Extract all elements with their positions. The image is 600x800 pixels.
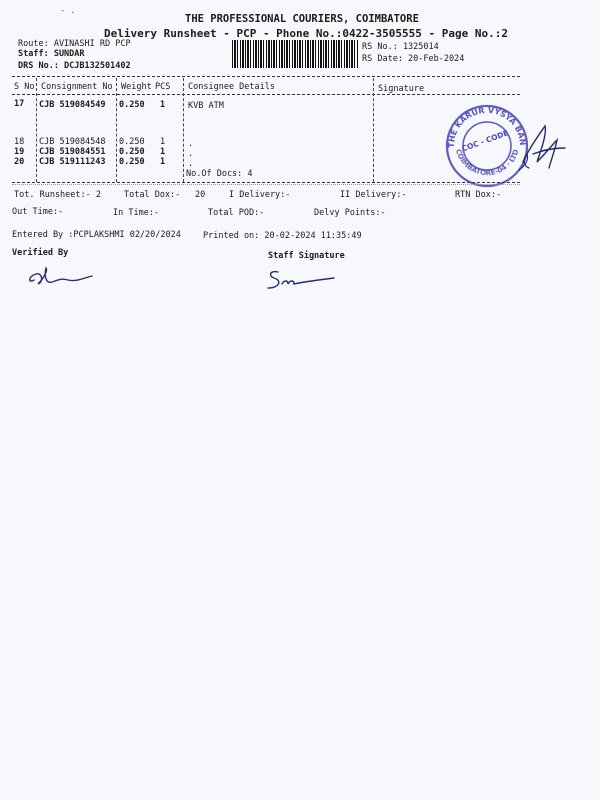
rs-date: RS Date: 20-Feb-2024 xyxy=(362,54,465,64)
table-top-rule xyxy=(12,76,520,77)
col-header-consignee: Consignee Details xyxy=(188,82,275,92)
table-header-rule xyxy=(12,94,520,95)
i-delivery-label: I Delivery:- xyxy=(229,190,291,200)
row-consignee: . xyxy=(188,139,194,149)
totals-rule xyxy=(12,184,520,185)
row-consignment: CJB 519084549 xyxy=(39,100,106,110)
total-dox-label: Total Dox:- xyxy=(124,190,181,200)
col-divider xyxy=(183,78,184,182)
docs-count: No.Of Docs: 4 xyxy=(186,169,253,179)
row-weight: 0.250 xyxy=(119,157,145,167)
col-header-sno: S No xyxy=(14,82,35,92)
drs-number: DRS No.: DCJB132501402 xyxy=(18,61,131,71)
recipient-signature xyxy=(515,118,575,178)
staff-signature-label: Staff Signature xyxy=(268,251,345,261)
total-dox-value: 20 xyxy=(195,190,206,200)
rs-number: RS No.: 1325014 xyxy=(362,42,439,52)
row-pcs: 1 xyxy=(160,157,166,167)
row-consignee: . xyxy=(188,159,194,169)
row-sno: 20 xyxy=(14,157,25,167)
entered-by: Entered By :PCPLAKSHMI 02/20/2024 xyxy=(12,230,181,240)
verifier-signature xyxy=(24,262,104,292)
row-consignment: CJB 519084551 xyxy=(39,147,106,157)
svg-text:COC - CODE: COC - CODE xyxy=(460,128,510,154)
col-divider xyxy=(36,78,37,182)
total-pod-label: Total POD:- xyxy=(208,208,265,218)
row-pcs: 1 xyxy=(160,100,166,110)
col-header-consignment: Consignment No xyxy=(41,82,113,92)
delvy-points-label: Delvy Points:- xyxy=(314,208,386,218)
total-runsheet: Tot. Runsheet:- 2 xyxy=(14,190,101,200)
in-time-label: In Time:- xyxy=(113,208,160,218)
verified-by-label: Verified By xyxy=(12,248,69,258)
row-weight: 0.250 xyxy=(119,100,145,110)
ii-delivery-label: II Delivery:- xyxy=(340,190,407,200)
row-weight: 0.250 xyxy=(119,137,145,147)
out-time-label: Out Time:- xyxy=(12,207,64,217)
col-divider xyxy=(373,78,374,182)
row-sno: 19 xyxy=(14,147,25,157)
svg-text:COIMBATORE-04 · LTD: COIMBATORE-04 · LTD xyxy=(453,148,521,178)
row-sno: 18 xyxy=(14,137,25,147)
col-header-weight: Weight xyxy=(121,82,152,92)
row-consignment: CJB 519084548 xyxy=(39,137,106,147)
rtn-dox-label: RTN Dox:- xyxy=(455,190,502,200)
row-pcs: 1 xyxy=(160,147,166,157)
printed-on: Printed on: 20-02-2024 11:35:49 xyxy=(203,231,362,241)
col-divider xyxy=(116,78,117,182)
runsheet-subtitle: Delivery Runsheet - PCP - Phone No.:0422-3505555 - Page No.:2 xyxy=(104,27,508,40)
row-sno: 17 xyxy=(14,99,25,109)
row-consignment: CJB 519111243 xyxy=(39,157,106,167)
row-consignee: . xyxy=(188,149,194,159)
row-weight: 0.250 xyxy=(119,147,145,157)
row-pcs: 1 xyxy=(160,137,166,147)
row-consignee: KVB ATM xyxy=(188,101,224,111)
route-label: Route: AVINASHI RD PCP xyxy=(18,39,131,49)
col-header-pcs: PCS xyxy=(155,82,171,92)
staff-label: Staff: SUNDAR xyxy=(18,49,85,59)
svg-text:THE KARUR VYSYA BANK: THE KARUR VYSYA BANK xyxy=(438,93,528,149)
staff-signature-scribble xyxy=(262,262,342,296)
corner-mark: - . xyxy=(60,6,76,16)
company-title: THE PROFESSIONAL COURIERS, COIMBATORE xyxy=(185,13,419,25)
barcode xyxy=(232,40,358,68)
col-header-signature: Signature xyxy=(378,84,425,94)
